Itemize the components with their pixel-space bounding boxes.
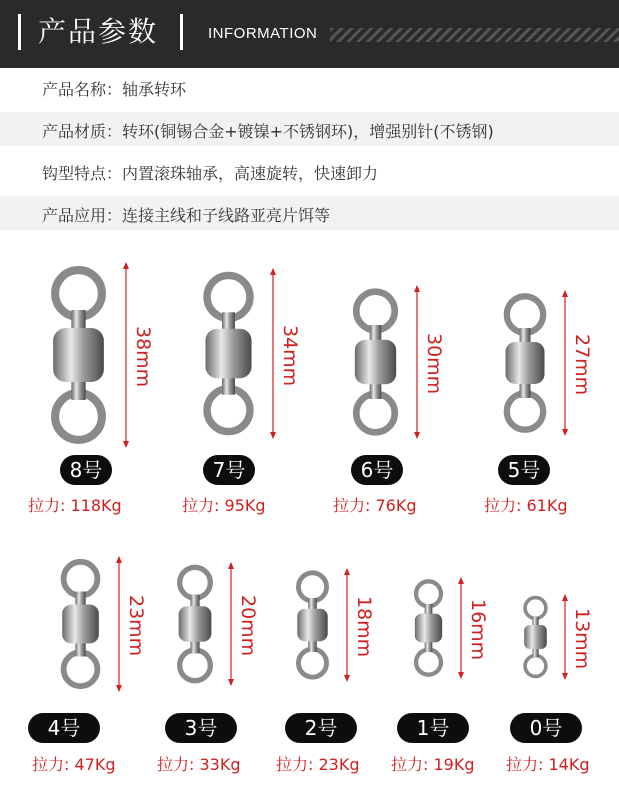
swivel-image bbox=[516, 594, 555, 680]
swivel-product bbox=[41, 262, 116, 448]
pull-strength-label: 拉力: 95Kg bbox=[182, 496, 266, 515]
length-label: 18mm bbox=[352, 596, 375, 658]
pull-strength-label: 拉力: 19Kg bbox=[391, 755, 475, 774]
split-ring-top bbox=[356, 292, 394, 330]
split-ring-bottom bbox=[356, 394, 394, 432]
swivel-barrel bbox=[297, 609, 327, 641]
swivel-barrel bbox=[179, 606, 212, 641]
split-ring-bottom bbox=[180, 650, 211, 681]
swivel-image bbox=[169, 562, 221, 686]
page-title: 产品参数 bbox=[38, 15, 159, 48]
swivel-image bbox=[344, 285, 407, 439]
swivel-barrel bbox=[205, 329, 251, 379]
spec-text: 产品应用：连接主线和子线路亚亮片饵等 bbox=[42, 206, 331, 225]
split-ring-top bbox=[507, 296, 543, 332]
split-ring-top bbox=[55, 270, 102, 317]
pull-strength-label: 拉力: 33Kg bbox=[157, 755, 241, 774]
split-ring-top bbox=[63, 562, 97, 596]
dimension-line bbox=[456, 577, 466, 679]
length-label: 38mm bbox=[131, 326, 154, 388]
pull-strength-label: 拉力: 14Kg bbox=[506, 755, 590, 774]
length-label: 34mm bbox=[278, 324, 301, 386]
spec-text: 产品名称：轴承转环 bbox=[42, 80, 187, 99]
header-divider-left bbox=[18, 14, 21, 50]
split-ring-bottom bbox=[207, 389, 250, 432]
header-divider-right bbox=[180, 14, 183, 50]
swivel-image bbox=[495, 290, 555, 436]
spec-text: 钩型特点：内置滚珠轴承，高速旋转，快速卸力 bbox=[42, 164, 379, 183]
swivel-image bbox=[194, 268, 263, 439]
length-label: 16mm bbox=[466, 599, 489, 661]
length-label: 30mm bbox=[422, 333, 445, 395]
size-badge: 7号 bbox=[203, 455, 255, 485]
swivel-product bbox=[52, 556, 109, 692]
swivel-product bbox=[169, 562, 221, 686]
swivel-product bbox=[344, 285, 407, 439]
split-ring-bottom bbox=[55, 393, 102, 440]
dimension-line bbox=[268, 268, 278, 439]
pull-strength-label: 拉力: 61Kg bbox=[484, 496, 568, 515]
swivel-image bbox=[41, 262, 116, 448]
swivel-barrel bbox=[354, 340, 395, 384]
swivel-product bbox=[288, 568, 337, 682]
pull-strength-label: 拉力: 23Kg bbox=[276, 755, 360, 774]
swivel-product bbox=[194, 268, 263, 439]
header-stripe-decoration bbox=[330, 28, 619, 42]
spec-row-feature bbox=[0, 154, 619, 188]
spec-text: 产品材质：转环(铜锡合金+镀镍+不锈钢环)，增强别针(不锈钢) bbox=[42, 122, 494, 141]
size-badge: 8号 bbox=[60, 455, 112, 485]
size-badge: 5号 bbox=[498, 455, 550, 485]
pull-strength-label: 拉力: 47Kg bbox=[32, 755, 116, 774]
swivel-image bbox=[406, 577, 451, 679]
spec-row-name bbox=[0, 70, 619, 104]
size-badge: 2号 bbox=[285, 713, 357, 743]
swivel-product bbox=[516, 594, 555, 680]
size-badge: 3号 bbox=[165, 713, 237, 743]
split-ring-bottom bbox=[416, 650, 441, 675]
swivel-image bbox=[52, 556, 109, 692]
length-label: 20mm bbox=[237, 595, 259, 657]
split-ring-top bbox=[180, 567, 211, 598]
split-ring-top bbox=[525, 598, 546, 619]
split-ring-bottom bbox=[63, 652, 97, 686]
split-ring-bottom bbox=[507, 393, 543, 429]
spec-row-application bbox=[0, 196, 619, 230]
split-ring-top bbox=[298, 573, 326, 601]
swivel-barrel bbox=[62, 605, 99, 644]
swivel-barrel bbox=[414, 614, 441, 643]
dimension-line bbox=[226, 562, 236, 686]
dimension-line bbox=[114, 556, 124, 692]
header-banner bbox=[0, 0, 619, 68]
split-ring-top bbox=[416, 581, 441, 606]
split-ring-bottom bbox=[298, 649, 326, 677]
swivel-barrel bbox=[53, 328, 104, 382]
size-badge: 4号 bbox=[28, 713, 100, 743]
swivel-barrel bbox=[506, 342, 545, 384]
swivel-image bbox=[288, 568, 337, 682]
pull-strength-label: 拉力: 76Kg bbox=[333, 496, 417, 515]
swivel-barrel bbox=[524, 625, 547, 649]
dimension-line bbox=[342, 568, 352, 682]
split-ring-bottom bbox=[525, 656, 546, 677]
dimension-line bbox=[121, 262, 131, 448]
pull-strength-label: 拉力: 118Kg bbox=[28, 496, 122, 515]
length-label: 23mm bbox=[124, 595, 147, 657]
split-ring-top bbox=[207, 275, 250, 318]
swivel-product bbox=[495, 290, 555, 436]
size-badge: 0号 bbox=[510, 713, 582, 743]
length-label: 27mm bbox=[571, 334, 593, 396]
size-badge: 1号 bbox=[397, 713, 469, 743]
swivel-product bbox=[406, 577, 451, 679]
dimension-line bbox=[412, 285, 422, 439]
length-label: 13mm bbox=[570, 608, 593, 670]
size-badge: 6号 bbox=[351, 455, 403, 485]
page-subtitle: INFORMATION bbox=[208, 25, 318, 42]
dimension-line bbox=[560, 290, 570, 436]
spec-row-material bbox=[0, 112, 619, 146]
dimension-line bbox=[560, 594, 570, 680]
